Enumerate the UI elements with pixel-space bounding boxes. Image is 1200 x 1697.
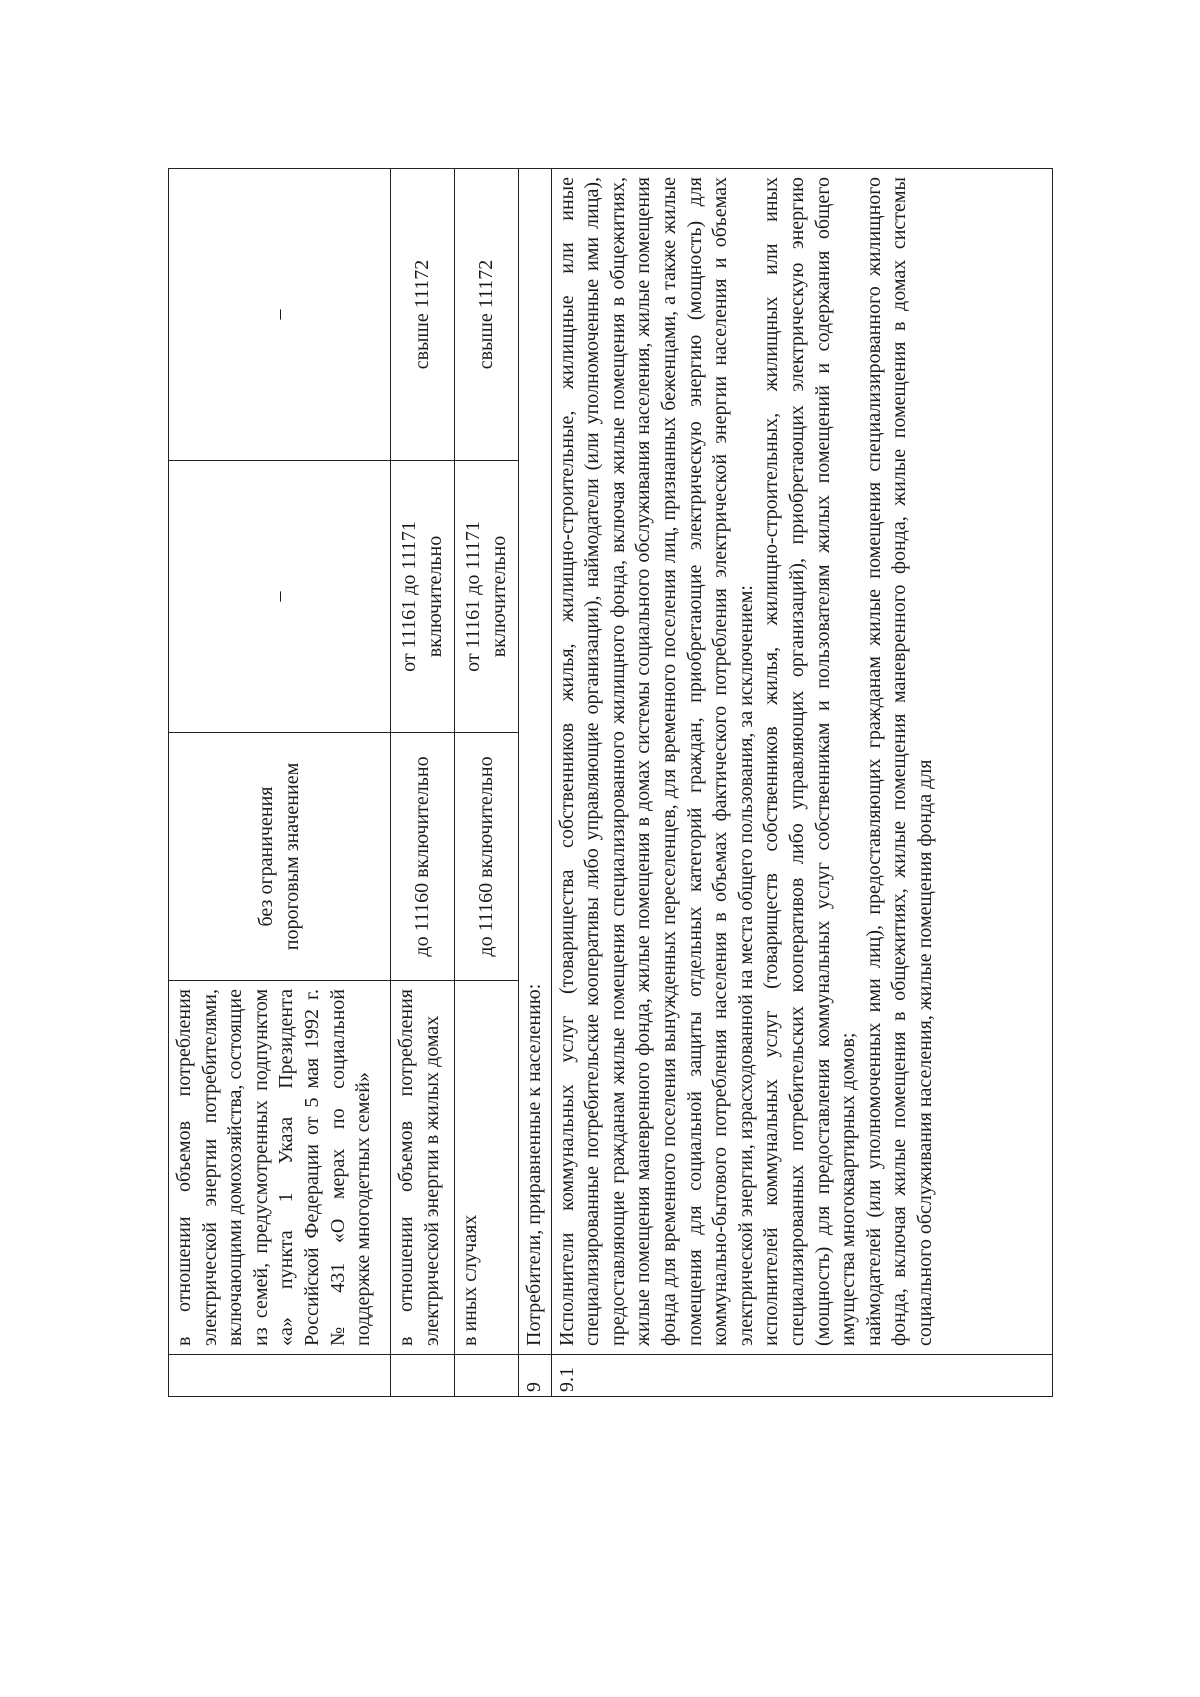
table-row — [391, 169, 455, 1397]
row-label: в иных случаях — [455, 981, 519, 1355]
range-cell-2: от 11161 до 11171 включительно — [455, 461, 519, 733]
table-row — [551, 169, 1052, 1397]
row-label: в отношении объемов потребления электрической энергии в жилых домах — [391, 981, 455, 1355]
body-paragraph: наймодателей (или уполномоченных ими лиц), предоставляющих гражданам жилые помещения специализированного жилищного фонда, включая жилые помещения в общежитиях, жилые помещения маневренного фонда, жилые помещения в домах системы социального обслуживания населения, жилые помещения фонда для — [862, 177, 936, 1346]
range-cell-3: – — [169, 169, 391, 461]
table-row — [169, 169, 391, 1397]
range-cell-2: от 11161 до 11171 включительно — [391, 461, 455, 733]
section-title: Потребители, приравненные к населению: — [519, 169, 552, 1355]
table-row — [519, 169, 552, 1397]
section-body — [551, 169, 1052, 1355]
range-cell-2: – — [169, 461, 391, 733]
row-number — [391, 1355, 455, 1397]
range-cell-1: до 11160 включительно — [391, 733, 455, 981]
body-paragraph: Исполнители коммунальных услуг (товарищества собственников жилья, жилищно-строительные, жилищные или иные специализированные потребительские кооперативы либо управляющие организации), наймодатели (или уполномоченные ими лица), предоставляющие гражданам жилые помещения специализированного жилищного фонда, включая жилые помещения в общежитиях, жилые помещения маневренного фонда, жилые помещения в домах системы социального обслуживания населения, жилые помещения фонда для временного поселения вынужденных переселенцев, для временного поселения лиц, признанных беженцами, а также жилые помещения для социальной защиты отдельных категорий граждан, приобретающие электрическую энергию (мощность) для коммунально-бытового потребления населения в объемах фактического потребления электрической энергии населения и объемах электрической энергии, израсходованной на места общего пользования, за исключением: — [555, 177, 757, 1346]
body-paragraph: исполнителей коммунальных услуг (товариществ собственников жилья, жилищно-строительных, жилищных или иных специализированных потребительских кооперативов либо управляющих организаций), приобретающих электрическую энергию (мощность) для предоставления коммунальных услуг собственникам и пользователям жилых помещений и содержания общего имущества многоквартирных домов; — [760, 177, 860, 1346]
section-number: 9.1 — [551, 1355, 1052, 1397]
range-cell-3: свыше 11172 — [391, 169, 455, 461]
row-number — [455, 1355, 519, 1397]
section-number: 9 — [519, 1355, 552, 1397]
range-cell-3: свыше 11172 — [455, 169, 519, 461]
table-row — [455, 169, 519, 1397]
range-cell-1: до 11160 включительно — [455, 733, 519, 981]
tariff-table — [168, 168, 1053, 1397]
row-number — [169, 1355, 391, 1397]
row-label: в отношении объемов потребления электрической энергии потребителями, включающими домохозяйства, состоящие из семей, предусмотренных подпунктом «а» пункта 1 Указа Президента Российской Федерации от 5 мая 1992 г. № 431 «О мерах по социальной поддержке многодетных семей» — [169, 981, 391, 1355]
range-cell-1: без ограничения пороговым значением — [169, 733, 391, 981]
